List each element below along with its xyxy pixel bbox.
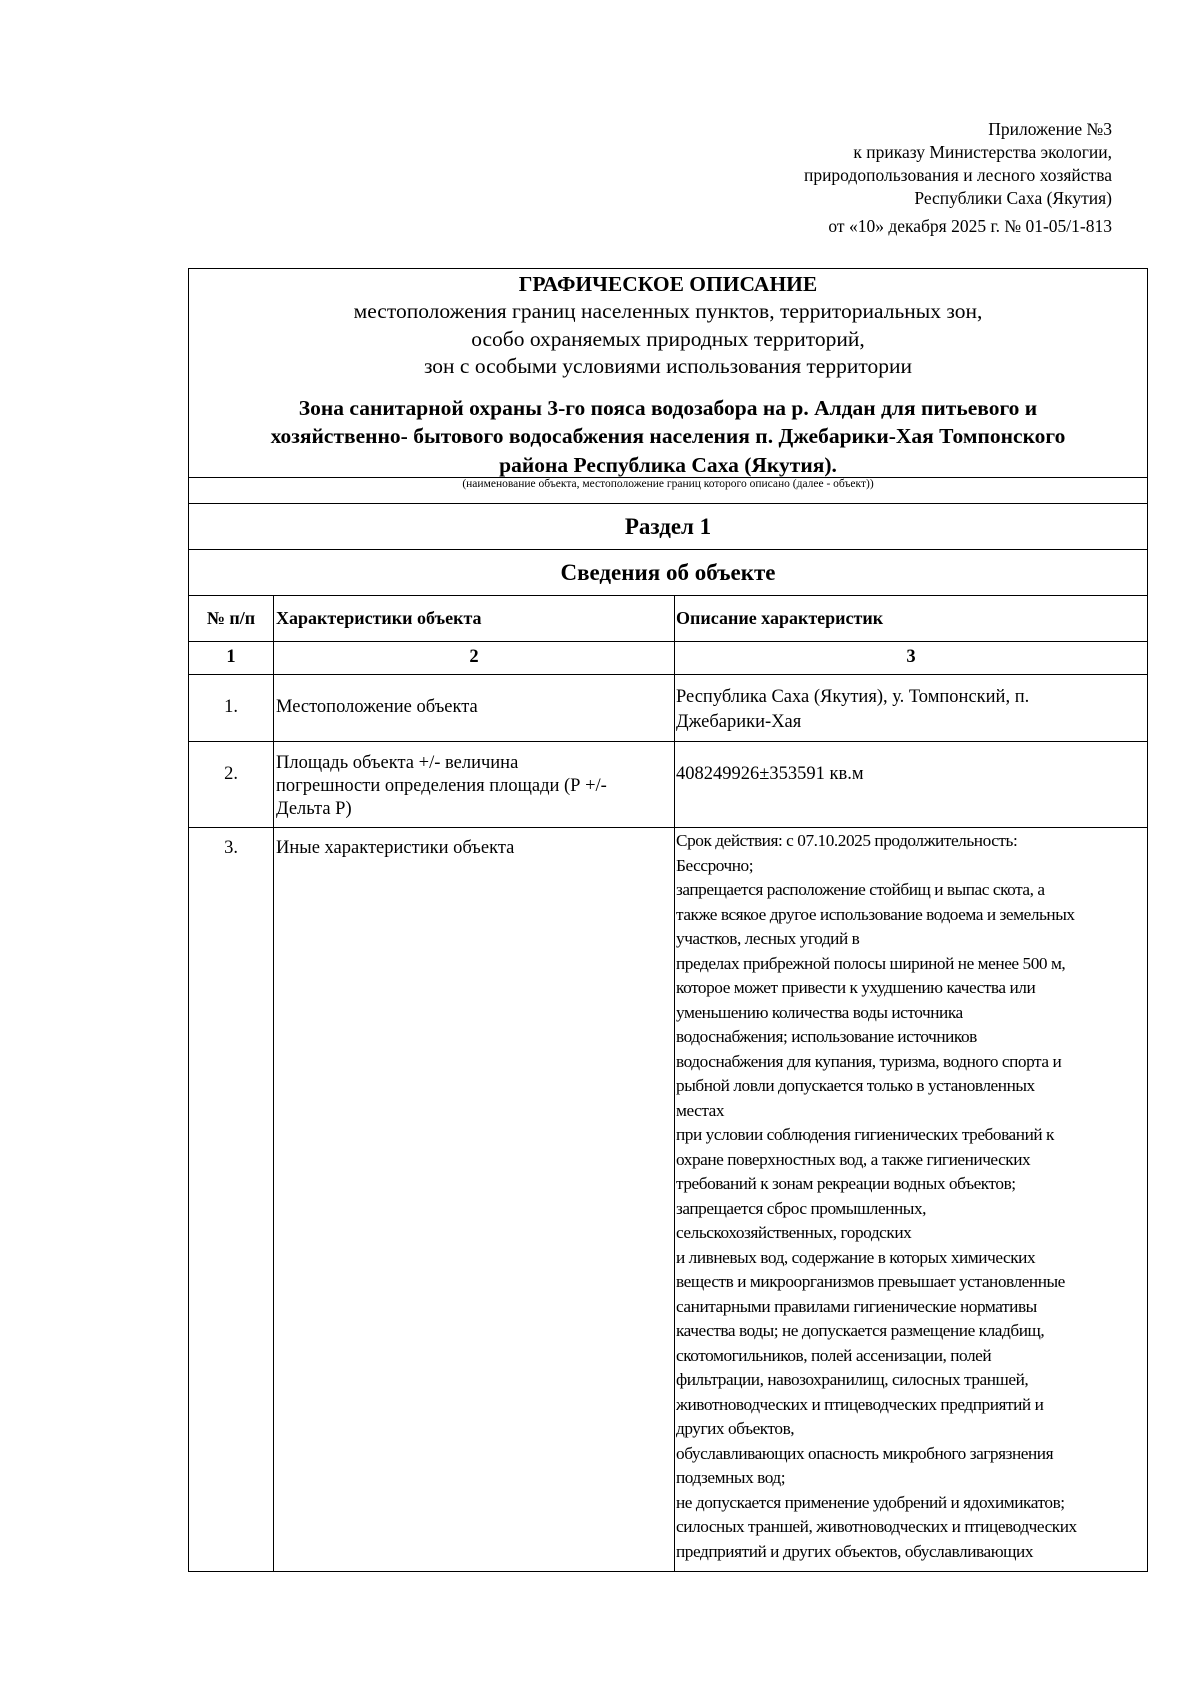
row-description: [675, 828, 1147, 1572]
table-header-row: [189, 596, 1147, 642]
object-name: [189, 394, 1147, 480]
row-characteristic: [274, 742, 675, 827]
row-description-line: скотомогильников, полей ассенизации, полей: [676, 1345, 992, 1365]
row-description-line: охране поверхностных вод, а также гигиенических: [676, 1149, 1031, 1169]
document-subtitle-1: местоположения границ населенных пунктов, территориальных зон,: [353, 299, 983, 323]
row-description-line: санитарными правилами гигиенические нормативы: [676, 1296, 1037, 1316]
row-description-line: предприятий и других объектов, обуславливающих: [676, 1541, 1034, 1561]
row-description-line: уменьшению количества воды источника: [676, 1002, 963, 1022]
document-header: [189, 269, 1147, 478]
object-caption: (наименование объекта, местоположение границ которого описано (далее - объект)): [189, 478, 1147, 504]
row-description-line: фильтрации, навозохранилищ, силосных траншей,: [676, 1370, 1029, 1389]
row-description-line: не допускается применение удобрений и ядохимикатов;: [676, 1492, 1065, 1512]
object-name-line-3: района Республика Саха (Якутия).: [499, 452, 837, 477]
row-description-line: Джебарики-Хая: [676, 712, 802, 732]
row-description-line: и ливневых вод, содержание в которых химических: [676, 1247, 1036, 1267]
row-description-line: требований к зонам рекреации водных объектов;: [676, 1174, 1016, 1193]
row-description-line: которое может привести к ухудшению качества или: [676, 978, 1036, 997]
row-description-line: подземных вод;: [676, 1468, 786, 1487]
row-number: 2.: [189, 742, 274, 827]
attachment-republic: Республики Саха (Якутия): [914, 188, 1112, 208]
row-description-line: сельскохозяйственных, городских: [676, 1223, 912, 1242]
column-numbers-row: [189, 642, 1147, 675]
column-number-2: 2: [274, 642, 675, 674]
row-description-line: качества воды; не допускается размещение кладбищ,: [676, 1321, 1045, 1340]
row-description-line: других объектов,: [676, 1419, 795, 1438]
section-title: Раздел 1: [189, 504, 1147, 550]
row-description-line: пределах прибрежной полосы шириной не менее 500 м,: [676, 953, 1066, 973]
object-name-line-1: Зона санитарной охраны 3-го пояса водозабора на р. Алдан для питьевого и: [298, 395, 1038, 420]
header-number: № п/п: [189, 596, 274, 641]
row-characteristic-line: Площадь объекта +/- величина: [276, 753, 519, 773]
document-title: ГРАФИЧЕСКОЕ ОПИСАНИЕ: [518, 272, 818, 296]
row-characteristic: Местоположение объекта: [274, 675, 675, 741]
row-number: 3.: [189, 828, 274, 1572]
row-description-line: запрещается сброс промышленных,: [676, 1198, 927, 1218]
row-description-line: при условии соблюдения гигиенических требований к: [676, 1125, 1054, 1144]
table-row: [189, 675, 1147, 742]
row-description-line: местах: [676, 1100, 725, 1120]
row-description-line: рыбной ловли допускается только в установленных: [676, 1076, 1035, 1095]
object-name-line-2: хозяйственно- бытового водосабжения населения п. Джебарики-Хая Томпонского: [270, 424, 1066, 448]
attachment-ministry: природопользования и лесного хозяйства: [803, 165, 1112, 185]
row-characteristic: Иные характеристики объекта: [274, 828, 675, 1572]
row-description-line: Бессрочно;: [676, 855, 754, 875]
row-description-line: Республика Саха (Якутия), у. Томпонский, п.: [676, 687, 1030, 707]
row-number: 1.: [189, 675, 274, 741]
attachment-block: [804, 118, 1112, 238]
row-description: [675, 675, 1147, 741]
row-description-line: участков, лесных угодий в: [676, 929, 860, 948]
column-number-3: 3: [906, 647, 916, 667]
attachment-title: Приложение №3: [988, 119, 1112, 139]
row-description-line: Срок действия: с 07.10.2025 продолжительность:: [676, 831, 1018, 850]
document-subtitle-2: особо охраняемых природных территорий,: [471, 326, 865, 351]
row-description-line: запрещается расположение стойбищ и выпас скота, а: [676, 880, 1045, 899]
row-description-line: также всякое другое использование водоема и земельных: [676, 904, 1075, 924]
header-description: Описание характеристик: [676, 608, 884, 628]
description-table: [188, 268, 1148, 1572]
row-description: 408249926±353591 кв.м: [676, 764, 864, 784]
document-subtitle-3: зон с особыми условиями использования территории: [423, 354, 913, 378]
attachment-order-ref: к приказу Министерства экологии,: [853, 142, 1112, 162]
attachment-date: от «10» декабря 2025 г. № 01-05/1-813: [828, 216, 1112, 236]
row-description-line: силосных траншей, животноводческих и птицеводческих: [676, 1517, 1077, 1536]
section-subtitle: Сведения об объекте: [189, 550, 1147, 596]
row-description-line: водоснабжения; использование источников: [676, 1027, 977, 1046]
row-description-line: обуславливающих опасность микробного загрязнения: [676, 1443, 1054, 1463]
row-description-line: водоснабжения для купания, туризма, водного спорта и: [676, 1051, 1062, 1071]
row-characteristic-line: погрешности определения площади (Р +/-: [276, 776, 607, 796]
row-characteristic-line: Дельта Р): [276, 799, 352, 819]
table-row: [189, 742, 1147, 828]
table-row: [189, 828, 1147, 1572]
row-description-line: веществ и микроорганизмов превышает установленные: [676, 1272, 1065, 1291]
column-number-1: 1: [189, 642, 274, 674]
header-characteristic: Характеристики объекта: [274, 596, 675, 641]
row-description-line: животноводческих и птицеводческих предприятий и: [676, 1394, 1044, 1414]
